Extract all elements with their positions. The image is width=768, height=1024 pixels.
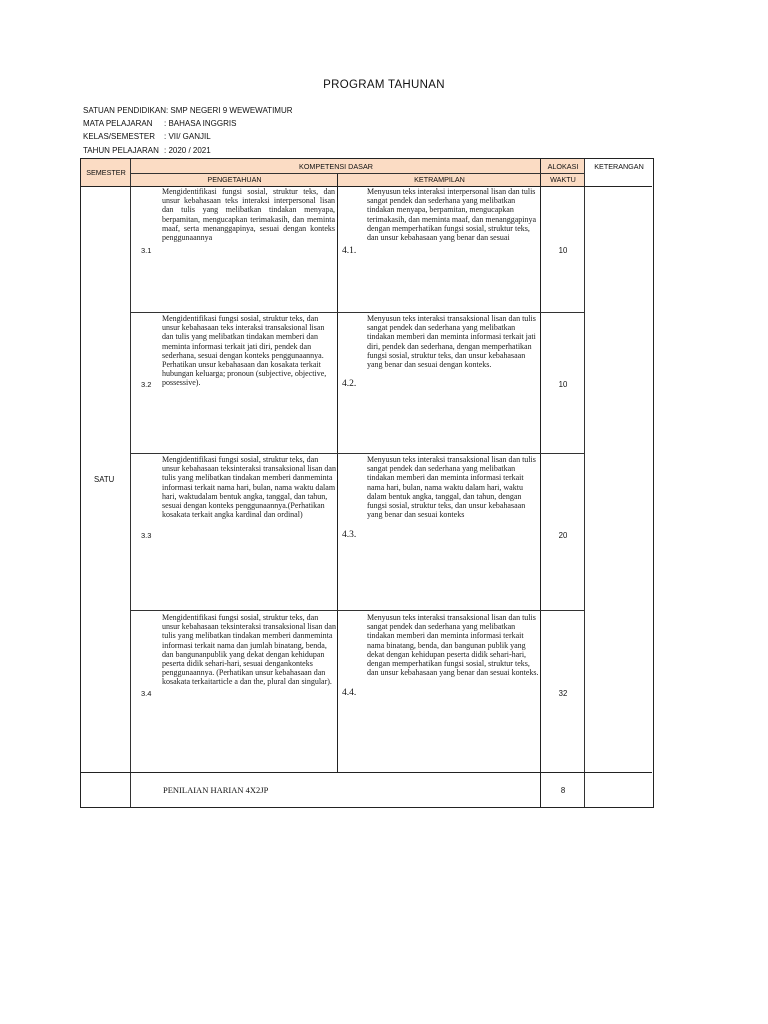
meta-row-kelas (83, 130, 293, 143)
meta-value: : 2020 / 2021 (164, 145, 211, 155)
meta-value: : VII/ GANJIL (164, 132, 211, 142)
meta-label: KELAS/SEMESTER (83, 132, 156, 142)
kd-number: 3.1 (141, 246, 152, 255)
program-table (80, 158, 654, 808)
grid-line (130, 453, 585, 454)
grid-line (130, 159, 131, 807)
kd-ketrampilan-number: 4.2. (342, 379, 357, 389)
grid-line (81, 772, 652, 773)
grid-line (130, 173, 585, 174)
meta-value: : BAHASA INGGRIS (164, 119, 237, 129)
kd-number: 3.4 (141, 689, 152, 698)
kd-ketrampilan-text: Menyusun teks interaksi transaksional lisan dan tulis sangat pendek dan sederhana yang melibatkan tindakan memberi dan meminta informasi terkait nama binatang, benda, dan bangunan publik yang dekat dengan kehidupan peserta didik sehari-hari, dengan memperhatikan fungsi sosial, struktur teks, dan unsur kebahasaan yang benar dan sesuai konteks. (367, 613, 539, 678)
kd-ketrampilan-number: 4.1. (342, 246, 357, 256)
kd-ketrampilan-number: 4.4. (342, 688, 357, 698)
meta-row-satuan (83, 104, 293, 117)
alokasi-value: 10 (558, 246, 568, 255)
header-ketrampilan: KETRAMPILAN (338, 173, 541, 186)
kd-pengetahuan-text: Mengidentifikasi fungsi sosial, struktur teks, dan unsur kebahasaan teksinteraksi transaksional lisan dan tulis yang melibatkan tindakan memberi danmeminta informasi terkait nama dan jumlah binatang, benda, dan bangunanpublik yang dekat dengan kehidupan peserta didik sehari-hari, sesuai dengankonteks penggunaannya. (Perhatikan unsur kebahasaan dan kosakata terkaitarticle a dan the, plural dan singular). (162, 613, 336, 687)
header-alokasi: ALOKASI (541, 159, 585, 173)
header-kompetensi-dasar: KOMPETENSI DASAR (131, 159, 541, 173)
semester-value: SATU (94, 475, 115, 484)
kd-pengetahuan-text: Mengidentifikasi fungsi sosial, struktur teks, dan unsur kebahasaan teks interaksi interpersonal lisan dan tulis yang melibatkan tindakan menyapa, berpamitan, mengucapkan terimakasih, dan meminta maaf, serta menanggapinya, sesuai dengan konteks penggunaannya (162, 187, 335, 243)
meta-label: TAHUN PELAJARAN (83, 145, 159, 155)
document-meta (83, 104, 293, 157)
kd-pengetahuan-text: Mengidentifikasi fungsi sosial, struktur teks, dan unsur kebahasaan teksinteraksi transaksional lisan dan tulis yang melibatkan tindakan memberi danmeminta informasi terkait nama hari, bulan, nama waktu dalam hari, waktudalam bentuk angka, tanggal, dan tahun, sesuai dengan konteks penggunaannya.(Perhatikan kosakata terkait angka kardinal dan ordinal) (162, 455, 336, 520)
grid-line (130, 312, 585, 313)
grid-line (130, 610, 585, 611)
kd-ketrampilan-text: Menyusun teks interaksi interpersonal lisan dan tulis sangat pendek dan sederhana yang melibatkan tindakan menyapa, berpamitan, mengucapkan terimakasih, dan meminta maaf, dan menanggapinya dengan memperhatikan fungsi sosial, struktur teks, dan unsur kebahasaan yang benar dan sesuai (367, 187, 537, 243)
document-title: PROGRAM TAHUNAN (323, 79, 445, 91)
header-waktu: WAKTU (541, 173, 585, 186)
meta-value: : SMP NEGERI 9 WEWEWATIMUR (165, 106, 293, 115)
grid-line (584, 159, 585, 807)
alokasi-value: 20 (558, 531, 568, 540)
penilaian-harian-label: PENILAIAN HARIAN 4X2JP (163, 785, 269, 795)
meta-label: MATA PELAJARAN (83, 119, 153, 129)
penilaian-alokasi-value: 8 (560, 786, 566, 795)
header-keterangan: KETERANGAN (594, 161, 644, 171)
kd-ketrampilan-text: Menyusun teks interaksi transaksional lisan dan tulis sangat pendek dan sederhana yang melibatkan tindakan memberi dan meminta informasi terkait nama hari, bulan, nama waktu dalam hari, waktu dalam bentuk angka, tanggal, dan tahun, dengan fungsi sosial, struktur teks, dan unsur kebahasaan yang benar dan sesuai konteks (367, 455, 536, 520)
meta-row-mapel (83, 117, 293, 130)
grid-line (541, 173, 585, 174)
kd-ketrampilan-text: Menyusun teks interaksi transaksional lisan dan tulis sangat pendek dan sederhana yang melibatkan tindakan memberi dan meminta informasi terkait jati diri, pendek dan sederhana, dengan memperhatikan fungsi sosial, struktur teks, dan unsur kebahasaan yang benar dan sesuai dengan konteks. (367, 314, 536, 370)
meta-label: SATUAN PENDIDIKAN (83, 106, 166, 115)
kd-ketrampilan-number: 4.3. (342, 530, 357, 540)
header-pengetahuan: PENGETAHUAN (131, 173, 338, 186)
header-semester: SEMESTER (81, 159, 131, 186)
alokasi-value: 10 (558, 380, 568, 389)
alokasi-value: 32 (558, 689, 568, 698)
kd-number: 3.2 (141, 380, 152, 389)
grid-line (337, 173, 338, 773)
kd-pengetahuan-text: Mengidentifikasi fungsi sosial, struktur teks, dan unsur kebahasaan teks interaksi transaksional lisan dan tulis yang melibatkan tindakan memberi dan meminta informasi terkait jati diri, pendek dan sederhana, sesuai dengan konteks penggunaannya. Perhatikan unsur kebahasaan dan kosakata terkait hubungan keluarga; pronoun (subjective, objective, possessive). (162, 314, 327, 388)
grid-line (540, 159, 541, 807)
kd-number: 3.3 (141, 531, 152, 540)
meta-row-tahun (83, 144, 293, 157)
